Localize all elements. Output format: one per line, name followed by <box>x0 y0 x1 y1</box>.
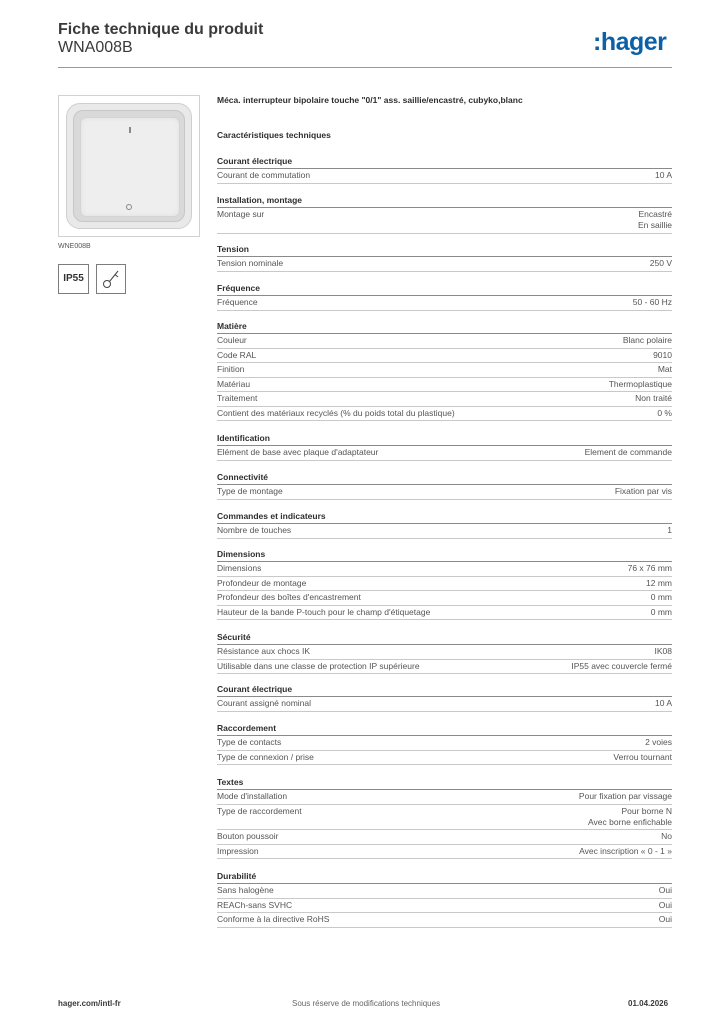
spec-row <box>217 660 672 675</box>
spec-key: Résistance aux chocs IK <box>217 646 311 656</box>
spec-key: Bouton poussoir <box>217 831 279 841</box>
section-title: Courant électrique <box>217 684 293 694</box>
section-title: Durabilité <box>217 871 257 881</box>
product-image <box>58 95 200 237</box>
spec-key: Type de connexion / prise <box>217 751 314 762</box>
spec-value: Mat <box>657 364 672 374</box>
spec-row <box>217 577 672 592</box>
section-title: Installation, montage <box>217 195 303 205</box>
specs-heading: Caractéristiques techniques <box>217 130 331 140</box>
spec-value: Oui <box>658 885 672 895</box>
spec-row <box>217 790 672 805</box>
spec-value: Pour borne N Avec borne enfichable <box>588 805 672 827</box>
spec-key: Contient des matériaux recyclés (% du poids total du plastique) <box>217 407 455 418</box>
section-title: Sécurité <box>217 632 251 642</box>
header-divider <box>58 67 672 68</box>
spec-key: Conforme à la directive RoHS <box>217 914 330 924</box>
spec-value: Verrou tournant <box>613 751 672 762</box>
spec-value: 10 A <box>654 698 672 708</box>
spec-row <box>217 884 672 899</box>
section-title: Dimensions <box>217 549 266 559</box>
spec-key: Courant assigné nominal <box>217 698 312 708</box>
spec-value: Avec inscription « 0 - 1 » <box>579 845 672 856</box>
image-caption: WNE008B <box>58 243 91 250</box>
spec-row <box>217 645 672 660</box>
spec-key: Type de raccordement <box>217 805 302 816</box>
spec-row <box>217 363 672 378</box>
key-icon <box>96 264 126 294</box>
spec-key: Traitement <box>217 393 258 403</box>
spec-value: 76 x 76 mm <box>627 563 672 573</box>
spec-value: 250 V <box>649 258 672 268</box>
brand-name: hager <box>600 28 667 56</box>
spec-key: Profondeur de montage <box>217 577 307 588</box>
spec-value: 12 mm <box>646 577 672 588</box>
spec-key: Fréquence <box>217 297 258 307</box>
spec-value: IP55 avec couvercle fermé <box>571 660 672 671</box>
spec-row <box>217 349 672 364</box>
spec-row <box>217 296 672 311</box>
spec-key: Nombre de touches <box>217 525 292 535</box>
spec-value: Fixation par vis <box>614 486 672 496</box>
spec-row <box>217 697 672 712</box>
spec-key: Dimensions <box>217 563 262 573</box>
spec-key: Type de montage <box>217 486 283 496</box>
spec-row <box>217 899 672 914</box>
spec-row <box>217 446 672 461</box>
spec-value: Oui <box>658 914 672 924</box>
switch-rocker <box>80 117 180 217</box>
spec-row <box>217 407 672 422</box>
spec-value: Oui <box>658 899 672 910</box>
section-title: Identification <box>217 433 270 443</box>
spec-key: Elément de base avec plaque d'adaptateur <box>217 447 379 457</box>
section-title: Commandes et indicateurs <box>217 511 326 521</box>
spec-row <box>217 845 672 860</box>
spec-value: 1 <box>667 525 672 535</box>
spec-value: Element de commande <box>584 447 672 457</box>
spec-key: Finition <box>217 364 245 374</box>
section-title: Tension <box>217 244 249 254</box>
spec-row <box>217 524 672 539</box>
spec-key: Type de contacts <box>217 737 282 747</box>
spec-row <box>217 485 672 500</box>
section-title: Fréquence <box>217 283 260 293</box>
spec-value: Pour fixation par vissage <box>578 791 672 801</box>
spec-value: 10 A <box>654 170 672 180</box>
spec-value: 0 % <box>657 407 672 418</box>
spec-row <box>217 378 672 393</box>
on-mark-icon <box>129 127 131 133</box>
section-title: Matière <box>217 321 247 331</box>
spec-value: 50 - 60 Hz <box>632 297 672 307</box>
spec-value: Blanc polaire <box>622 335 672 345</box>
section-title: Courant électrique <box>217 156 293 166</box>
section-title: Connectivité <box>217 472 269 482</box>
spec-row <box>217 392 672 407</box>
spec-row <box>217 830 672 845</box>
spec-key: Sans halogène <box>217 885 274 895</box>
spec-key: Matériau <box>217 378 251 389</box>
footer-website[interactable]: hager.com/intl-fr <box>58 999 121 1008</box>
spec-key: Tension nominale <box>217 258 284 268</box>
section-title: Textes <box>217 777 244 787</box>
spec-row <box>217 606 672 621</box>
spec-row <box>217 208 672 234</box>
spec-value: Non traité <box>635 393 672 403</box>
spec-key: Montage sur <box>217 209 265 219</box>
spec-row <box>217 751 672 766</box>
spec-key: Mode d'installation <box>217 791 288 801</box>
spec-key: Profondeur des boîtes d'encastrement <box>217 592 361 602</box>
spec-value: 0 mm <box>650 592 672 602</box>
footer-date: 01.04.2026 <box>628 999 669 1008</box>
spec-value: 0 mm <box>650 606 672 617</box>
spec-key: Courant de commutation <box>217 170 311 180</box>
product-reference: WNA008B <box>58 39 133 56</box>
brand-logo: :hager <box>593 28 667 56</box>
switch-frame <box>73 110 185 222</box>
spec-value: 9010 <box>653 349 672 360</box>
spec-value: IK08 <box>654 646 672 656</box>
spec-row <box>217 257 672 272</box>
switch-plate <box>66 103 192 229</box>
product-description: Méca. interrupteur bipolaire touche "0/1" ass. saillie/encastré, cubyko,blanc <box>217 95 523 105</box>
spec-key: Impression <box>217 845 259 856</box>
footer-notice: Sous réserve de modifications techniques <box>292 999 441 1008</box>
spec-row <box>217 736 672 751</box>
spec-row <box>217 591 672 606</box>
spec-value: Encastré En saillie <box>637 209 672 230</box>
spec-key: REACh-sans SVHC <box>217 899 293 910</box>
spec-key: Hauteur de la bande P-touch pour le champ d'étiquetage <box>217 606 431 617</box>
ip-rating-badge: IP55 <box>58 264 89 294</box>
spec-row <box>217 562 672 577</box>
spec-value: No <box>661 831 672 841</box>
off-mark-icon <box>126 204 132 210</box>
section-title: Raccordement <box>217 723 277 733</box>
spec-row <box>217 913 672 928</box>
spec-key: Utilisable dans une classe de protection IP supérieure <box>217 660 420 671</box>
spec-key: Code RAL <box>217 349 257 360</box>
spec-value: Thermoplastique <box>608 378 672 389</box>
spec-row <box>217 805 672 831</box>
spec-row <box>217 334 672 349</box>
spec-row <box>217 169 672 184</box>
spec-value: 2 voies <box>645 737 672 747</box>
spec-key: Couleur <box>217 335 247 345</box>
page-title: Fiche technique du produit <box>58 21 264 38</box>
